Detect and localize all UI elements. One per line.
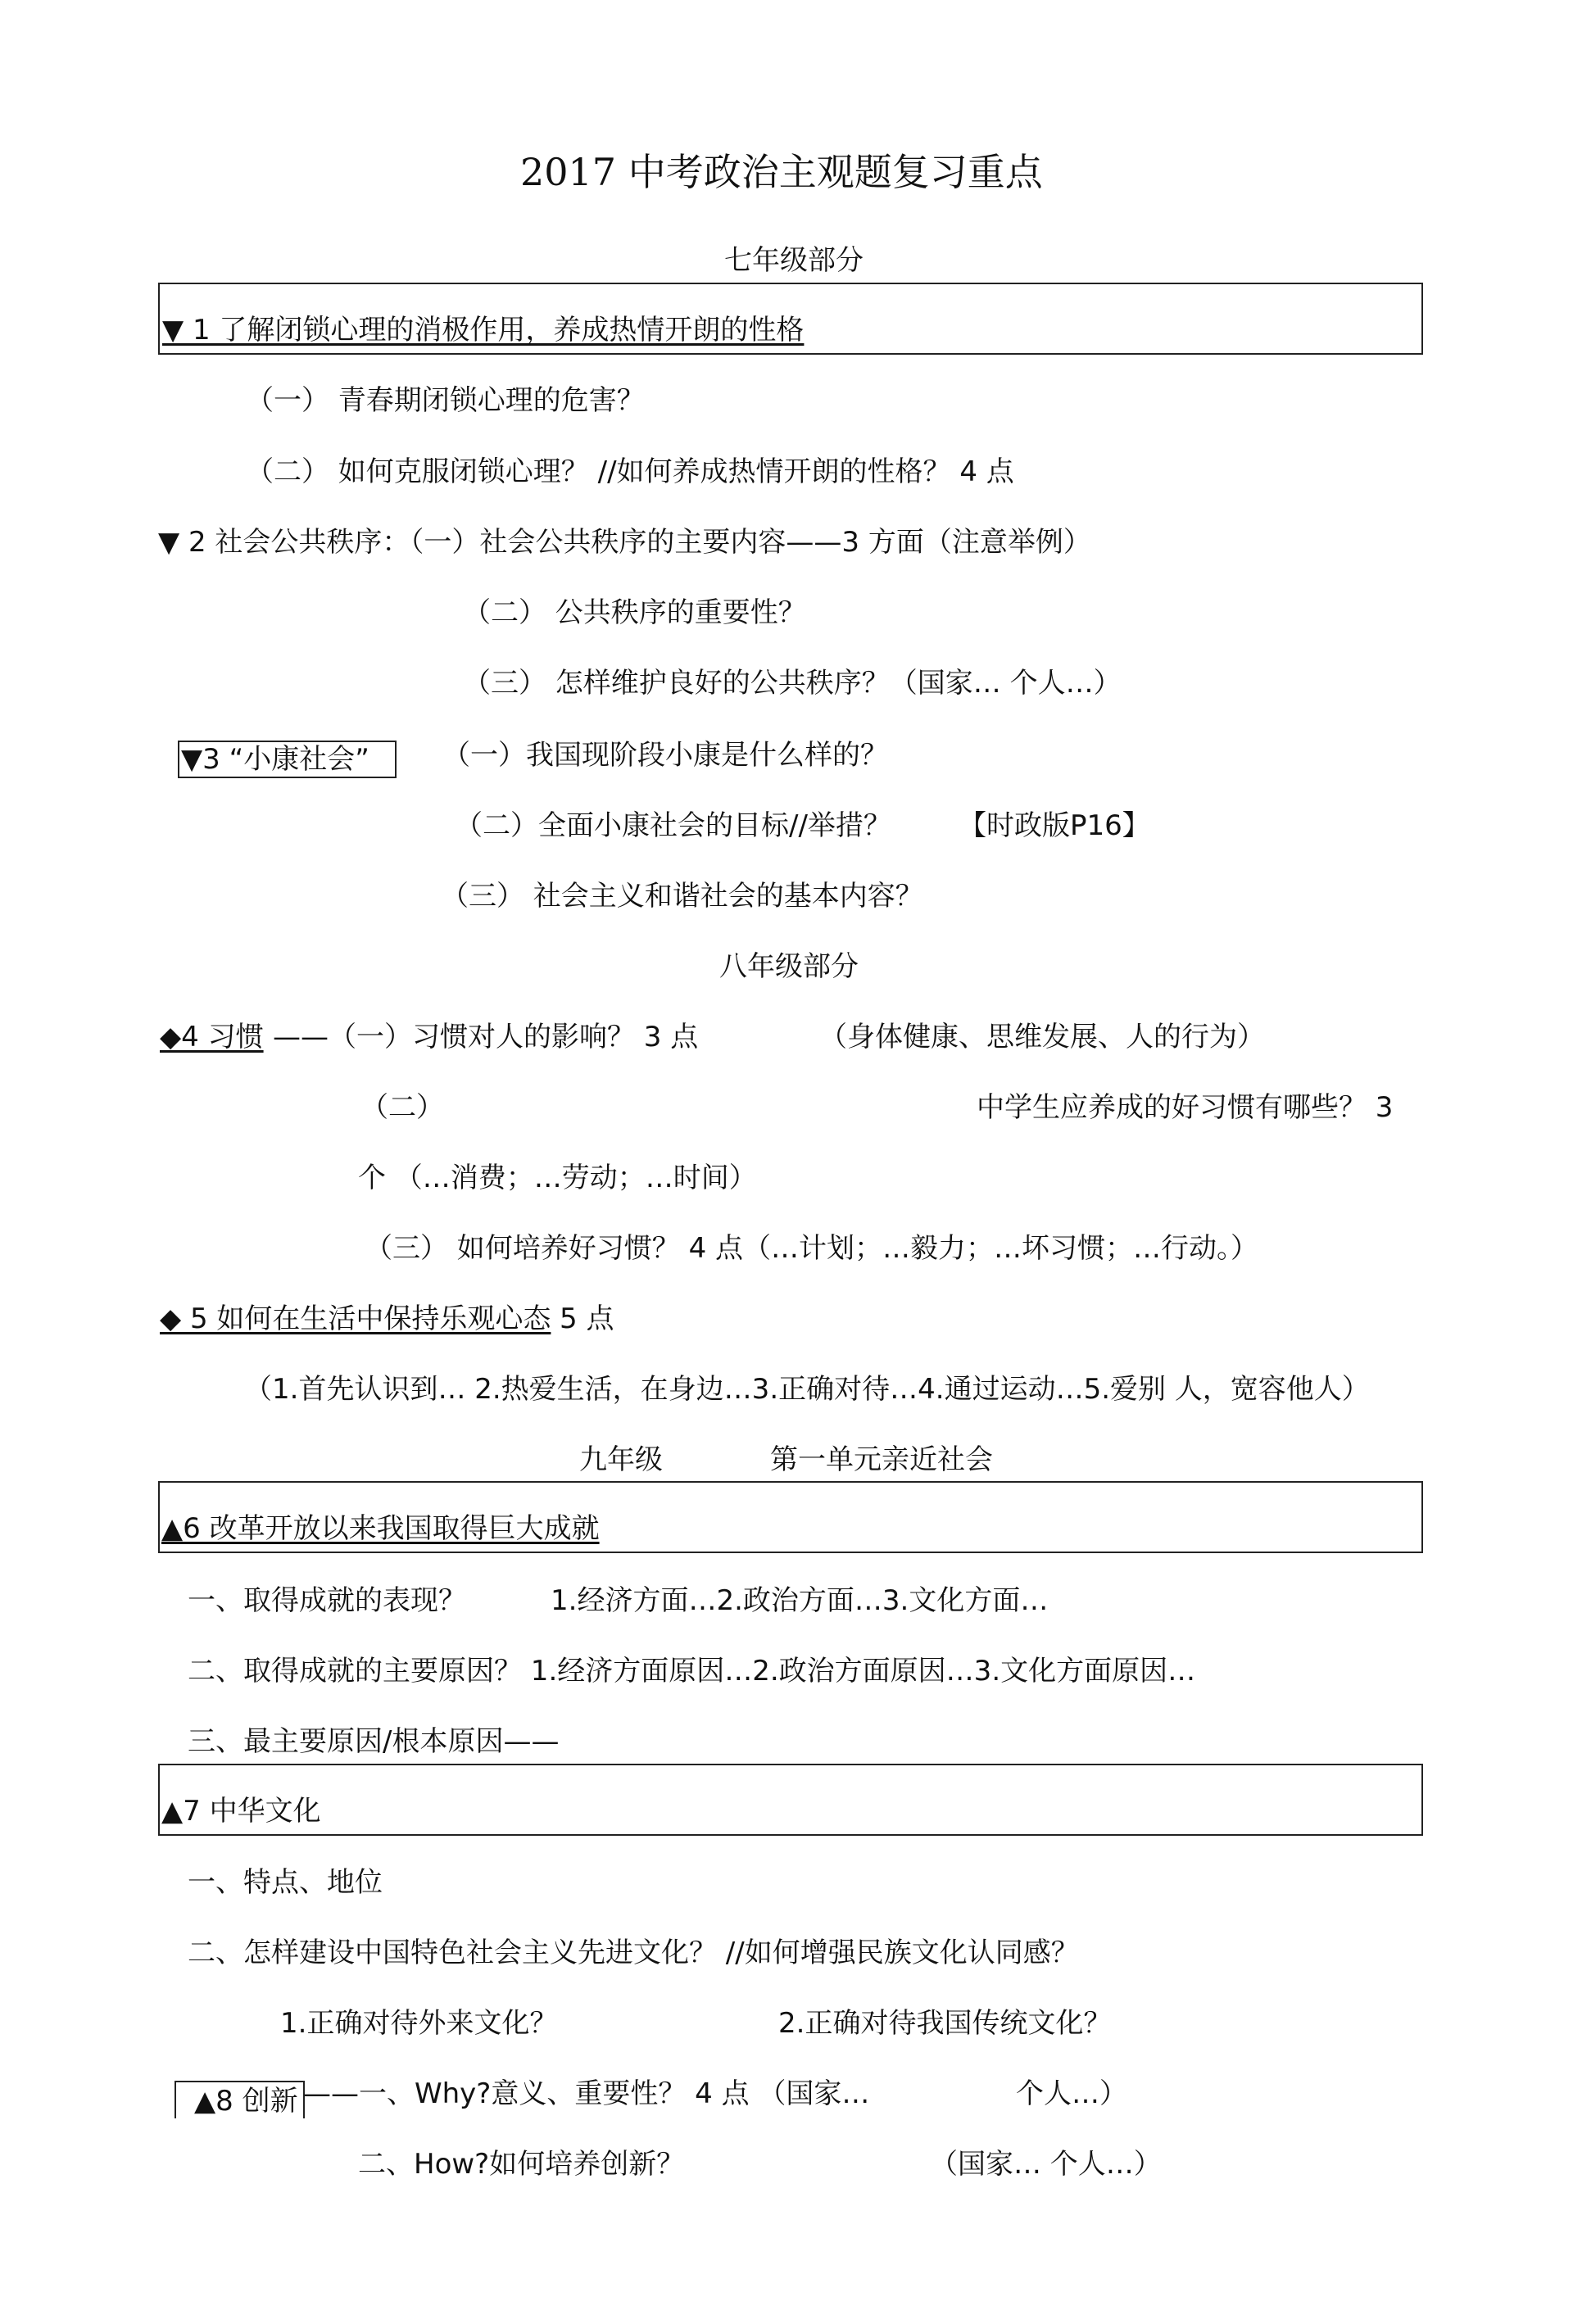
item3-question-3: （三） 社会主义和谐社会的基本内容？ xyxy=(441,880,923,913)
item8-line-2: 二、How?如何培养创新？ xyxy=(358,2148,685,2181)
item8-label-box xyxy=(175,2081,305,2118)
item4-question-1-note: （身体健康、思维发展、人的行为） xyxy=(819,1021,1265,1053)
item4-question-1: ——（一）习惯对人的影响？ 3 点 xyxy=(273,1021,699,1053)
item6-line-1: 一、取得成就的表现？ xyxy=(188,1584,466,1617)
item5-detail: （1.首先认识到… 2.热爱生活，在身边…3.正确对待…4.通过运动…5.爱别 人，宽容他人） xyxy=(244,1373,1370,1406)
item2-question-2: （二） 公共秩序的重要性？ xyxy=(463,596,806,629)
item8-label: ▲8 创新 xyxy=(194,2085,298,2118)
item7-sub-2: 2.正确对待我国传统文化？ xyxy=(778,2007,1112,2040)
item3-reference: 【时政版P16】 xyxy=(959,809,1150,842)
item4-question-2: 中学生应养成的好习惯有哪些？ 3 xyxy=(977,1091,1394,1124)
item6-heading: ▲6 改革开放以来我国取得巨大成就 xyxy=(161,1512,600,1545)
item5-points: 5 点 xyxy=(560,1302,614,1335)
item8-line-2-end: （国家… 个人…） xyxy=(930,2148,1162,2181)
item1-box xyxy=(158,283,1423,355)
item7-box xyxy=(158,1764,1423,1836)
item3-label: ▼3 “小康社会” xyxy=(181,743,369,776)
item4-question-2-number: （二） xyxy=(360,1091,444,1124)
item7-sub-1: 1.正确对待外来文化？ xyxy=(280,2007,558,2040)
section-heading-grade8: 八年级部分 xyxy=(719,950,859,983)
item3-label-box xyxy=(178,741,397,778)
item6-line-1-detail: 1.经济方面…2.政治方面…3.文化方面… xyxy=(551,1584,1049,1617)
item7-line-2: 二、怎样建设中国特色社会主义先进文化？ //如何增强民族文化认同感？ xyxy=(188,1937,1079,1969)
item7-line-1: 一、特点、地位 xyxy=(188,1866,383,1899)
section-heading-unit1: 第一单元亲近社会 xyxy=(770,1443,993,1476)
item6-box xyxy=(158,1481,1423,1553)
item8-line-1: ——一、Why?意义、重要性？ 4 点 （国家… xyxy=(303,2077,870,2110)
section-heading-grade9: 九年级 xyxy=(579,1443,663,1476)
item4-question-3: （三） 如何培养好习惯？ 4 点（…计划；…毅力；…坏习惯；…行动。） xyxy=(365,1232,1259,1265)
item1-question-1: （一） 青春期闭锁心理的危害？ xyxy=(246,384,645,417)
item2-heading: ▼ 2 社会公共秩序：（一）社会公共秩序的主要内容——3 方面（注意举例） xyxy=(158,526,1091,559)
item8-line-1-end: 个人…） xyxy=(1016,2077,1127,2110)
item4-question-2-continued: 个 （…消费；…劳动；…时间） xyxy=(358,1162,757,1194)
item3-question-1: （一）我国现阶段小康是什么样的？ xyxy=(442,739,888,772)
section-heading-grade7: 七年级部分 xyxy=(724,244,864,277)
item2-question-3: （三） 怎样维护良好的公共秩序？（国家… 个人…） xyxy=(463,667,1122,700)
item7-heading: ▲7 中华文化 xyxy=(161,1795,321,1828)
page-title: 2017 中考政治主观题复习重点 xyxy=(520,150,1043,194)
item1-heading: ▼ 1 了解闭锁心理的消极作用，养成热情开朗的性格 xyxy=(162,314,805,347)
item6-line-3: 三、最主要原因/根本原因—— xyxy=(188,1725,560,1758)
item1-question-2: （二） 如何克服闭锁心理？ //如何养成热情开朗的性格？ 4 点 xyxy=(246,455,1014,488)
item5-heading: ◆ 5 如何在生活中保持乐观心态 xyxy=(160,1302,551,1335)
item6-line-2: 二、取得成就的主要原因？ 1.经济方面原因…2.政治方面原因…3.文化方面原因… xyxy=(188,1655,1196,1688)
item4-label: ◆4 习惯 xyxy=(160,1021,264,1053)
item3-question-2: （二）全面小康社会的目标//举措？ xyxy=(455,809,891,842)
